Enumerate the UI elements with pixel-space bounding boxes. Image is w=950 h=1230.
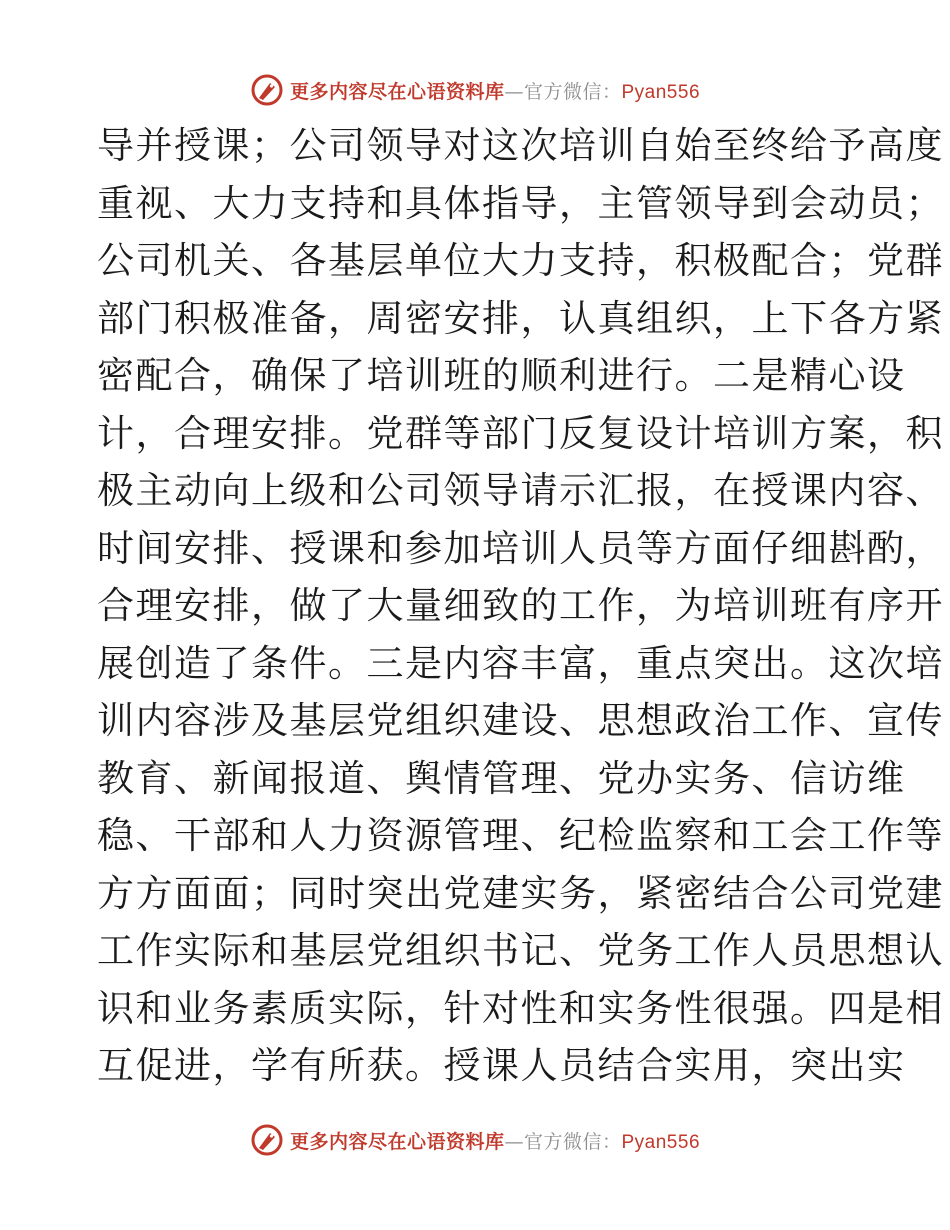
text-line: 极主动向上级和公司领导请示汇报，在授课内容、 [97, 469, 944, 512]
watermark-text: 更多内容尽在心语资料库—官方微信：Pyan556 [289, 1130, 701, 1153]
watermark-text: 更多内容尽在心语资料库—官方微信：Pyan556 [289, 80, 701, 103]
text-line: 合理安排，做了大量细致的工作，为培训班有序开 [97, 584, 944, 627]
text-line: 密配合，确保了培训班的顺利进行。二是精心设 [97, 354, 906, 397]
footer-watermark [0, 1120, 950, 1160]
pen-nib-logo-icon [250, 1123, 284, 1157]
text-line: 识和业务素质实际，针对性和实务性很强。四是相 [97, 986, 944, 1030]
text-line: 公司机关、各基层单位大力支持，积极配合；党群 [97, 239, 944, 282]
text-line: 教育、新闻报道、舆情管理、党办实务、信访维 [97, 756, 906, 800]
text-line: 导并授课；公司领导对这次培训自始至终给予高度 [97, 124, 944, 167]
text-line: 工作实际和基层党组织书记、党务工作人员思想认 [97, 929, 944, 972]
text-line: 展创造了条件。三是内容丰富，重点突出。这次培 [97, 641, 944, 685]
pen-nib-logo-icon [250, 73, 284, 107]
text-line: 互促进，学有所获。授课人员结合实用，突出实 [97, 1044, 906, 1087]
text-line: 训内容涉及基层党组织建设、思想政治工作、宣传 [97, 699, 944, 742]
header-watermark [0, 70, 950, 110]
text-line: 部门积极准备，周密安排，认真组织，上下各方紧 [97, 296, 944, 340]
text-line: 稳、干部和人力资源管理、纪检监察和工会工作等 [97, 814, 944, 857]
document-body [97, 117, 944, 1095]
text-line: 时间安排、授课和参加培训人员等方面仔细斟酌， [97, 526, 944, 570]
text-line: 方方面面；同时突出党建实务，紧密结合公司党建 [97, 871, 944, 915]
text-line: 计，合理安排。党群等部门反复设计培训方案，积 [97, 411, 944, 455]
text-line: 重视、大力支持和具体指导，主管领导到会动员； [97, 181, 944, 225]
